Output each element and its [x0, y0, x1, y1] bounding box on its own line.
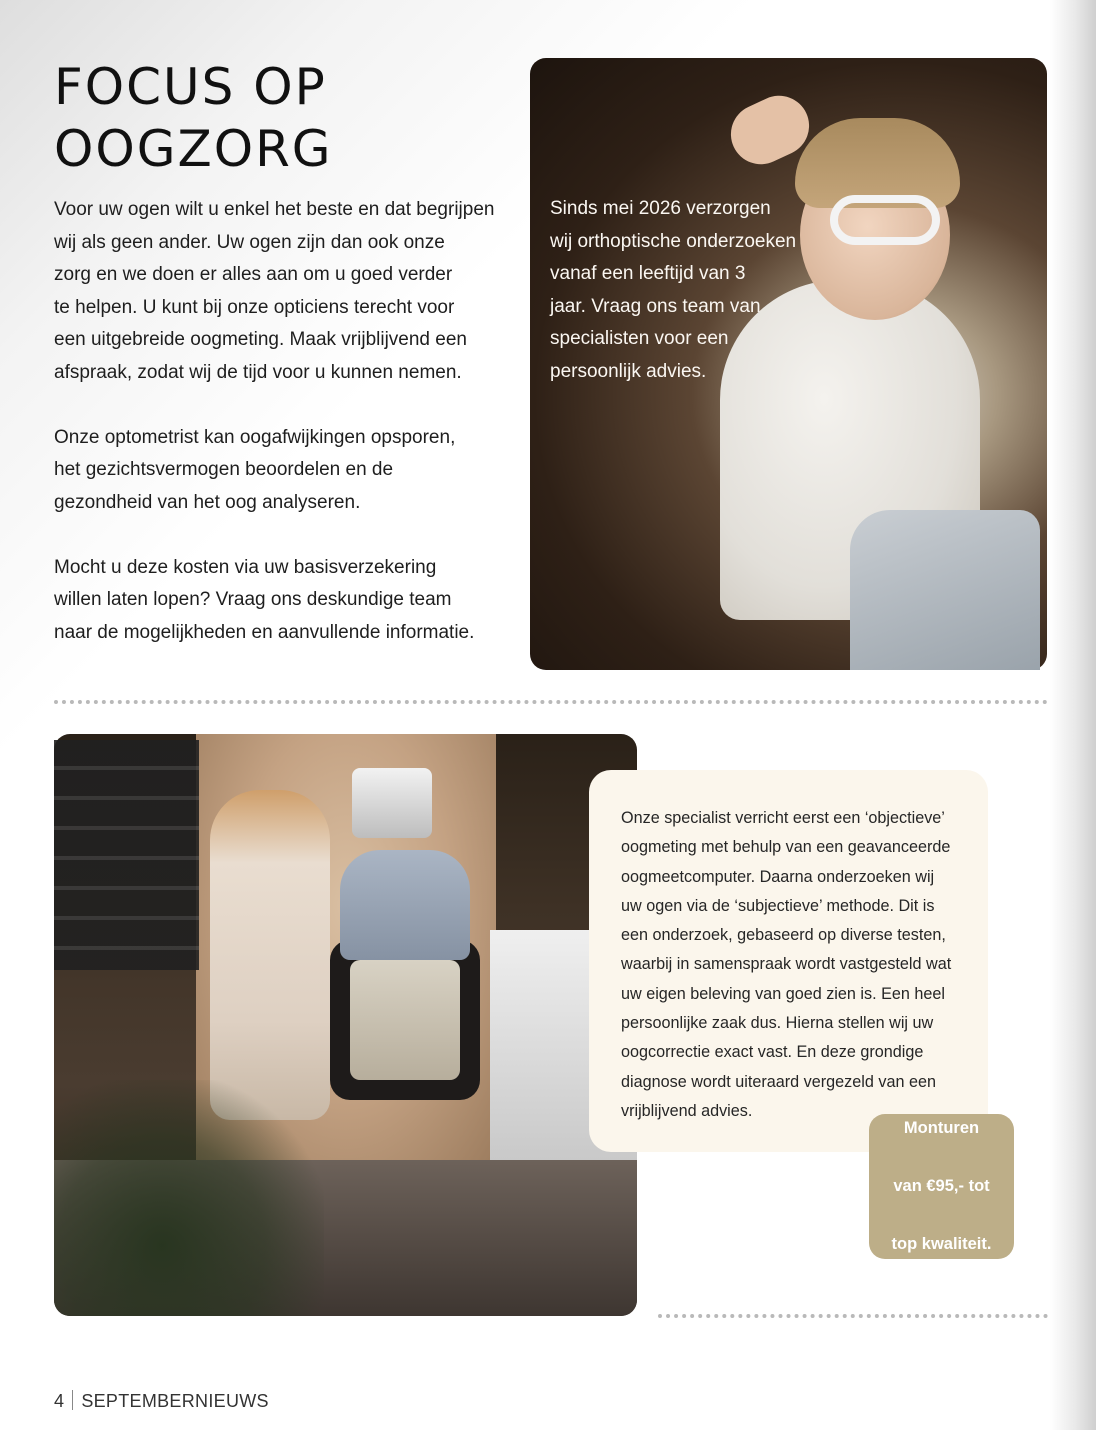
- info-line: een onderzoek, gebaseerd op diverse testen,: [621, 926, 946, 945]
- badge-line: top kwaliteit.: [891, 1235, 992, 1253]
- info-line: oogmeetcomputer. Daarna onderzoeken wij: [621, 867, 935, 886]
- footer-separator: [72, 1390, 73, 1410]
- price-badge: [869, 1114, 1014, 1259]
- text-line: naar de mogelijkheden en aanvullende informatie.: [54, 621, 475, 643]
- info-card-text: [621, 804, 958, 1126]
- text-line: Onze optometrist kan oogafwijkingen opsporen,: [54, 426, 456, 448]
- info-line: persoonlijke zaak dus. Hierna stellen wij uw: [621, 1014, 934, 1033]
- info-line: waarbij in samenspraak wordt vastgesteld wat: [621, 955, 952, 974]
- title-line-1: FOCUS OP: [54, 58, 327, 116]
- dotted-divider: [658, 1314, 1048, 1318]
- caption-line: vanaf een leeftijd van 3: [550, 263, 746, 284]
- dotted-divider: [54, 700, 1048, 704]
- intro-paragraph-1: [54, 194, 524, 389]
- caption-line: Sinds mei 2026 verzorgen: [550, 198, 771, 219]
- section-name: SEPTEMBERNIEUWS: [81, 1391, 269, 1411]
- text-line: afspraak, zodat wij de tijd voor u kunnen nemen.: [54, 361, 462, 383]
- info-line: vrijblijvend advies.: [621, 1101, 753, 1120]
- photo-child-jeans: [850, 510, 1040, 670]
- photo-patient-legs: [350, 960, 460, 1080]
- hero-caption: [550, 193, 820, 388]
- text-line: willen laten lopen? Vraag ons deskundige team: [54, 589, 452, 610]
- badge-line: van €95,- tot: [893, 1177, 990, 1195]
- text-line: wij als geen ander. Uw ogen zijn dan ook onze: [54, 231, 445, 253]
- page-number: 4: [54, 1391, 65, 1411]
- photo-optician: [210, 790, 330, 1120]
- info-line: oogcorrectie exact vast. En deze grondige: [621, 1043, 924, 1062]
- photo-patient: [340, 850, 470, 960]
- intro-paragraph-2: [54, 422, 524, 520]
- caption-line: specialisten voor een: [550, 328, 729, 349]
- info-line: diagnose wordt uiteraard vergezeld van een: [621, 1072, 936, 1091]
- photo-frame-shelf: [54, 740, 199, 970]
- info-line: oogmeting met behulp van een geavanceerde: [621, 838, 951, 857]
- text-line: het gezichtsvermogen beoordelen en de: [54, 459, 394, 480]
- photo-trial-frame: [830, 195, 940, 245]
- page-title: [54, 56, 333, 180]
- page-footer: [54, 1390, 269, 1412]
- text-line: een uitgebreide oogmeting. Maak vrijblijvend een: [54, 329, 467, 350]
- caption-line: persoonlijk advies.: [550, 360, 707, 382]
- caption-line: jaar. Vraag ons team van: [550, 295, 761, 317]
- text-line: Voor uw ogen wilt u enkel het beste en dat begrijpen: [54, 199, 495, 220]
- intro-paragraph-3: [54, 552, 524, 650]
- caption-line: wij orthoptische onderzoeken: [550, 230, 797, 252]
- badge-line: Monturen: [903, 1119, 980, 1137]
- text-line: Mocht u deze kosten via uw basisverzekering: [54, 556, 437, 578]
- info-line: Onze specialist verricht eerst een ‘objectieve’: [621, 809, 945, 827]
- info-card: [589, 770, 988, 1152]
- photo-foreground-plant: [54, 1080, 324, 1316]
- info-line: uw eigen beleving van goed zien is. Een heel: [621, 984, 945, 1003]
- photo-phoropter: [352, 768, 432, 838]
- text-line: te helpen. U kunt bij onze opticiens terecht voor: [54, 296, 455, 318]
- intro-text: [54, 194, 524, 682]
- text-line: gezondheid van het oog analyseren.: [54, 491, 361, 513]
- title-line-2: OOGZORG: [54, 120, 333, 178]
- text-line: zorg en we doen er alles aan om u goed verder: [54, 264, 453, 285]
- info-line: uw ogen via de ‘subjectieve’ methode. Dit is: [621, 896, 935, 915]
- page-edge-shadow: [1050, 0, 1096, 1430]
